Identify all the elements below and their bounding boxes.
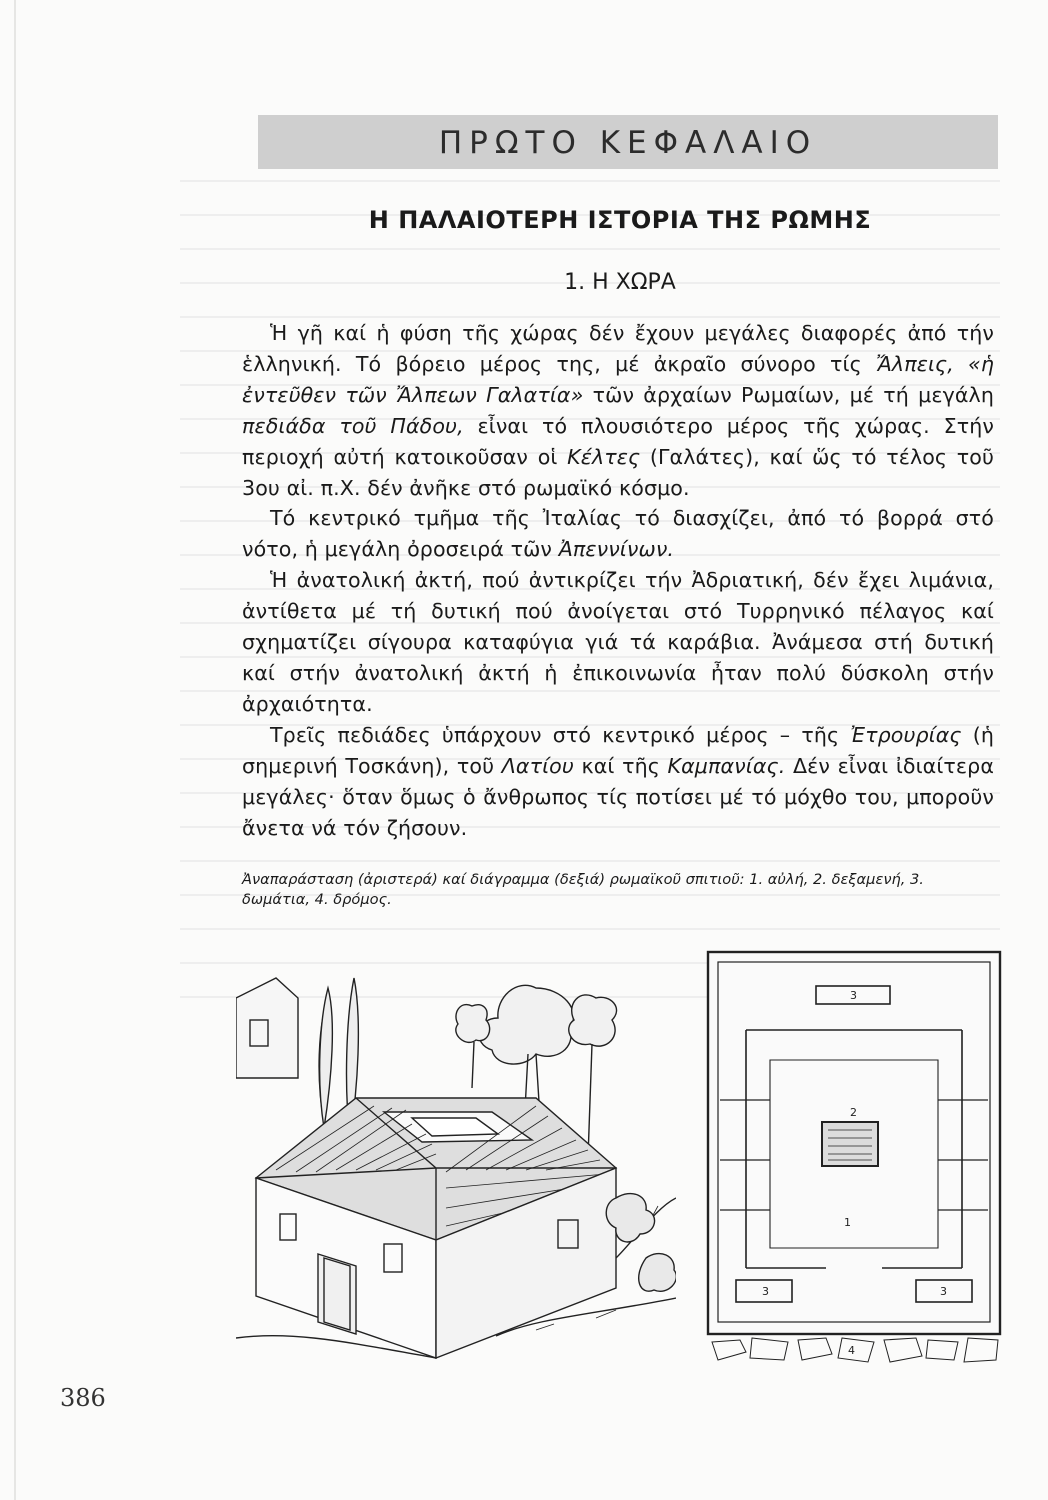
- page-edge: [14, 0, 16, 1500]
- italic-term: Ἄλπεις, «ἡ ἐντεῦθεν τῶν Ἄλπεων Γαλατία»: [242, 351, 995, 407]
- section-heading: 1. Η ΧΩΡΑ: [564, 270, 676, 295]
- house-reconstruction-illustration: [236, 958, 676, 1360]
- body-paragraph: [242, 503, 994, 565]
- text-run: Ἡ γῆ καί ἡ φύση τῆς χώρας δέν ἔχουν μεγάλες διαφορές ἀπό τήν ἑλληνική. Τό βόρειο μέρος της, μέ ἀκραῖο σύνορο τίς: [242, 321, 994, 376]
- text-run: (Γαλάτες), καί ὥς τό τέλος τοῦ 3ου αἰ. π.Χ. δέν ἀνῆκε στό ρωμαϊκό κόσμο.: [242, 444, 994, 500]
- italic-term: Κέλτες: [567, 444, 641, 469]
- italic-term: πεδιάδα τοῦ Πάδου,: [242, 413, 464, 438]
- page-title: Η ΠΑΛΑΙΟΤΕΡΗ ΙΣΤΟΡΙΑ ΤΗΣ ΡΩΜΗΣ: [368, 206, 872, 234]
- italic-term: Λατίου: [501, 753, 574, 778]
- plan-label-2: 2: [850, 1106, 857, 1119]
- house-plan-diagram: [706, 950, 1002, 1368]
- text-run: Τό κεντρικό τμῆμα τῆς Ἰταλίας τό διασχίζει, ἀπό τό βορρά στό νότο, ἡ μεγάλη ὀροσειρά τῶν: [242, 506, 994, 562]
- italic-term: Ἀπεννίνων.: [558, 537, 675, 562]
- text-run: (ἡ σημερινή Τοσκάνη), τοῦ: [242, 722, 994, 778]
- plan-label-4: 4: [848, 1344, 855, 1357]
- text-run: τῶν ἀρχαίων Ρωμαίων, μέ τή μεγάλη: [583, 382, 995, 407]
- body-paragraph: [242, 318, 994, 503]
- plan-label-3-top: 3: [850, 989, 857, 1002]
- page-number: 386: [60, 1384, 106, 1412]
- chapter-heading-band: [258, 115, 998, 169]
- figure-caption: [242, 870, 972, 910]
- plan-label-3-left: 3: [762, 1285, 769, 1298]
- body-paragraph: [242, 565, 994, 720]
- plan-label-3-right: 3: [940, 1285, 947, 1298]
- italic-term: Ἐτρουρίας: [850, 722, 962, 747]
- text-run: καί τῆς: [573, 753, 668, 778]
- text-run: εἶναι τό πλουσιότερο μέρος τῆς χώρας. Στήν περιοχή αὐτή κατοικοῦσαν οἱ: [242, 413, 994, 469]
- body-paragraph: [242, 720, 994, 844]
- text-run: Ἡ ἀνατολική ἀκτή, πού ἀντικρίζει τήν Ἀδριατική, δέν ἔχει λιμάνια, ἀντίθετα μέ τή δυτική πού ἀνοίγεται στό Τυρρηνικό πέλαγος καί σχηματίζει σίγουρα καταφύγια γιά τά καράβια. Ἀνάμεσα στή δυτική καί στήν ἀνατολική ἀκτή ἡ ἐπικοινωνία ἦταν πολύ δύσκολη στήν ἀρχαιότητα.: [242, 568, 994, 716]
- chapter-heading: ΠΡΩΤΟ ΚΕΦΑΛΑΙΟ: [438, 125, 818, 161]
- caption-text: Ἀναπαράσταση (ἀριστερά) καί διάγραμμα (δεξιά) ρωμαϊκοῦ σπιτιοῦ: 1. αὐλή, 2. δεξαμενή, 3. δωμάτια, 4. δρόμος.: [242, 871, 924, 908]
- plan-label-1: 1: [844, 1216, 851, 1229]
- text-run: Δέν εἶναι ἰδιαίτερα μεγάλες· ὅταν ὅμως ὁ ἄνθρωπος τίς ποτίσει μέ τό μόχθο του, μποροῦν ἄνετα νά τόν ζήσουν.: [242, 753, 994, 840]
- text-run: Τρεῖς πεδιάδες ὑπάρχουν στό κεντρικό μέρος – τῆς: [270, 722, 851, 747]
- body-text: [242, 318, 994, 843]
- italic-term: Καμπανίας.: [667, 753, 786, 778]
